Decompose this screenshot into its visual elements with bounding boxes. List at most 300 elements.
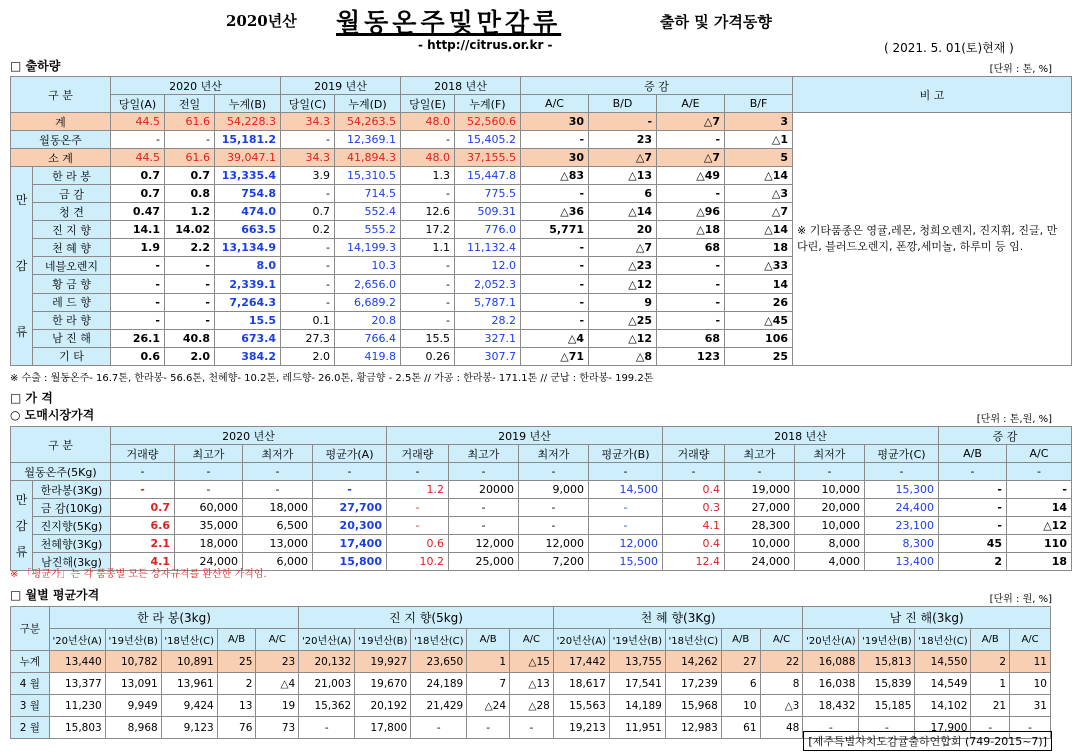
table-cell: - [165, 275, 215, 293]
table-cell: 14,102 [915, 695, 971, 717]
row-label: 금 감(10Kg) [33, 499, 111, 517]
category-char: 만 [15, 492, 28, 507]
table-cell: 8,968 [105, 717, 161, 739]
table-cell: - [589, 113, 657, 131]
table-cell: △96 [657, 203, 725, 221]
header-2018: 2018 년산 [401, 77, 521, 95]
table-cell: 18,000 [243, 499, 313, 517]
row-label: 누계 [11, 651, 50, 673]
column-header: 평균가(B) [589, 445, 663, 463]
table-cell: - [111, 275, 165, 293]
table-cell: - [401, 275, 455, 293]
table-cell: 48.0 [401, 149, 455, 167]
column-header: 당일(A) [111, 95, 165, 113]
table-cell: 9 [589, 293, 657, 311]
table-cell: 714.5 [335, 185, 401, 203]
table-row [11, 481, 1072, 499]
table-cell: 19,213 [553, 717, 609, 739]
table-cell: 673.4 [215, 329, 281, 347]
table-cell: 4,000 [795, 553, 865, 571]
table-cell: - [111, 257, 165, 275]
section-shipment-title: □ 출하량 [10, 59, 61, 73]
table-cell: 1 [467, 651, 510, 673]
table-cell: 1.3 [401, 167, 455, 185]
table-cell: - [387, 463, 449, 481]
table-cell: 13,091 [105, 673, 161, 695]
table-cell: 8,000 [795, 535, 865, 553]
table-cell: 19,670 [355, 673, 411, 695]
table-cell: △33 [725, 257, 793, 275]
column-header: 최고가 [449, 445, 519, 463]
column-header: 최저가 [243, 445, 313, 463]
table-cell: 15,500 [589, 553, 663, 571]
category-char: 류 [15, 325, 28, 339]
table-cell: 13,400 [865, 553, 939, 571]
table-cell: - [281, 257, 335, 275]
table-cell: 0.7 [111, 167, 165, 185]
table-cell: 31 [1010, 695, 1051, 717]
table-cell: 14,549 [915, 673, 971, 695]
table-cell: - [939, 517, 1007, 535]
table-cell: - [1007, 463, 1072, 481]
table-cell: - [401, 131, 455, 149]
table-cell: 40.8 [165, 329, 215, 347]
table-cell: 10.2 [387, 553, 449, 571]
table-cell: △7 [589, 239, 657, 257]
table-cell: 0.7 [281, 203, 335, 221]
table-cell: - [281, 293, 335, 311]
table-cell: 4.1 [111, 553, 175, 571]
row-label: 레 드 향 [33, 293, 111, 311]
table-cell: 15,300 [865, 481, 939, 499]
table-cell: - [795, 463, 865, 481]
table-cell: - [175, 463, 243, 481]
table-cell: 754.8 [215, 185, 281, 203]
table-cell: 2,052.3 [455, 275, 521, 293]
row-label: 진 지 향 [33, 221, 111, 239]
table-cell: - [519, 517, 589, 535]
table-cell: 61.6 [165, 149, 215, 167]
column-header: 평균가(A) [313, 445, 387, 463]
table-cell: 48 [760, 717, 803, 739]
table-cell: 17.2 [401, 221, 455, 239]
table-cell: 34.3 [281, 149, 335, 167]
table-cell: 39,047.1 [215, 149, 281, 167]
header-memo: 비 고 [793, 77, 1072, 113]
table-cell: 60,000 [175, 499, 243, 517]
table-cell: 9,424 [161, 695, 217, 717]
table-cell: △25 [589, 311, 657, 329]
table-cell: 0.1 [281, 311, 335, 329]
table-cell: - [467, 717, 510, 739]
report-date: ( 2021. 5. 01(토)현재 ) [884, 41, 1014, 55]
table-cell: △13 [589, 167, 657, 185]
column-header: A/B [467, 629, 510, 651]
table-cell: 15,803 [49, 717, 105, 739]
table-cell: - [449, 517, 519, 535]
column-header: '18년산(C) [161, 629, 217, 651]
table-row [11, 673, 1051, 695]
table-cell: 7,264.3 [215, 293, 281, 311]
column-header: 전일 [165, 95, 215, 113]
table-cell: 54,228.3 [215, 113, 281, 131]
column-header: 누계(D) [335, 95, 401, 113]
table-cell: 41,894.3 [335, 149, 401, 167]
table-cell: - [165, 257, 215, 275]
table-cell: - [589, 499, 663, 517]
table-cell: △3 [725, 185, 793, 203]
table-cell: 23 [589, 131, 657, 149]
table-cell: 27,000 [725, 499, 795, 517]
column-header: '20년산(A) [803, 629, 859, 651]
row-label: 청 견 [33, 203, 111, 221]
table-cell: 11,132.4 [455, 239, 521, 257]
table-cell: - [411, 717, 467, 739]
column-header: B/F [725, 95, 793, 113]
table-cell: 14,199.3 [335, 239, 401, 257]
table-cell: △3 [760, 695, 803, 717]
memo-cell [793, 113, 1072, 366]
price-header-2018: 2018 년산 [663, 427, 939, 445]
table-cell: 775.5 [455, 185, 521, 203]
row-label: 소 계 [11, 149, 111, 167]
table-cell: 27 [721, 651, 760, 673]
table-cell: △7 [725, 203, 793, 221]
table-cell: 13,134.9 [215, 239, 281, 257]
column-header: '20년산(A) [553, 629, 609, 651]
table-cell: - [175, 481, 243, 499]
column-header: A/C [256, 629, 299, 651]
column-header: '18년산(C) [411, 629, 467, 651]
table-cell: 20,192 [355, 695, 411, 717]
table-cell: - [657, 185, 725, 203]
table-cell: 16,038 [803, 673, 859, 695]
table-cell: - [657, 311, 725, 329]
table-cell: 13,000 [243, 535, 313, 553]
table-cell: 14.1 [111, 221, 165, 239]
table-cell: - [521, 185, 589, 203]
table-cell: 1.9 [111, 239, 165, 257]
table-cell: 20.8 [335, 311, 401, 329]
table-cell: 13,755 [609, 651, 665, 673]
column-header: '20년산(A) [49, 629, 105, 651]
category-char: 감 [15, 518, 28, 533]
wholesale-price-table [10, 426, 1072, 571]
table-cell: 13 [217, 695, 256, 717]
shipment-table [10, 76, 1072, 366]
table-cell: 20,000 [795, 499, 865, 517]
table-cell: 15,185 [859, 695, 915, 717]
table-cell: 1.2 [165, 203, 215, 221]
table-cell: - [449, 499, 519, 517]
price-header-2020: 2020 년산 [111, 427, 387, 445]
row-label: 3 월 [11, 695, 50, 717]
header-change: 증 감 [521, 77, 793, 95]
table-cell: △7 [657, 149, 725, 167]
price-header-change: 증 감 [939, 427, 1072, 445]
price-note: ※ 「평균가」는 각 품종별 모든 상자규격를 환산한 가격임. [10, 569, 267, 580]
table-cell: 1.1 [401, 239, 455, 257]
table-cell: 61 [721, 717, 760, 739]
table-row [11, 651, 1051, 673]
table-cell: 8 [760, 673, 803, 695]
column-header: 최고가 [175, 445, 243, 463]
section-price-unit: [단위 : 톤,원, %] [976, 414, 1052, 425]
table-cell: - [589, 463, 663, 481]
table-cell: - [401, 311, 455, 329]
table-cell: 20,132 [299, 651, 355, 673]
table-cell: △1 [725, 131, 793, 149]
table-cell: 10,782 [105, 651, 161, 673]
table-cell: 6,000 [243, 553, 313, 571]
table-cell: 12,983 [665, 717, 721, 739]
table-cell: 1.2 [387, 481, 449, 499]
table-cell: 0.8 [165, 185, 215, 203]
column-header: '20년산(A) [299, 629, 355, 651]
header-gubun: 구 분 [11, 77, 111, 113]
table-cell: - [165, 293, 215, 311]
table-cell: 17,239 [665, 673, 721, 695]
column-header: 최저가 [795, 445, 865, 463]
shipment-note: ※ 수출 : 월동온주- 16.7톤, 한라봉- 56.6톤, 천혜향- 10.2톤, 레드향- 26.0톤, 황금향 - 2.5톤 // 가공 : 한라봉- 171.1톤 // 군납 : 한라봉- 199.2톤 [10, 373, 654, 384]
table-cell: - [725, 463, 795, 481]
column-header: 당일(C) [281, 95, 335, 113]
table-cell: 106 [725, 329, 793, 347]
table-cell: 76 [217, 717, 256, 739]
row-label: 기 타 [33, 347, 111, 365]
section-price-title: □ 가 격 [10, 391, 53, 405]
table-cell: 2.0 [281, 347, 335, 365]
column-header: A/E [657, 95, 725, 113]
table-cell: 18,617 [553, 673, 609, 695]
table-cell: 0.6 [111, 347, 165, 365]
column-header: 누계(F) [455, 95, 521, 113]
table-cell: 12.4 [663, 553, 725, 571]
page-title: 월동온주및만감류 [336, 8, 562, 37]
table-cell: 663.5 [215, 221, 281, 239]
table-cell: 14 [1007, 499, 1072, 517]
column-header: 거래량 [387, 445, 449, 463]
table-cell: △36 [521, 203, 589, 221]
table-cell: 0.2 [281, 221, 335, 239]
table-cell: 30 [521, 149, 589, 167]
table-cell: - [521, 257, 589, 275]
table-cell: 14,262 [665, 651, 721, 673]
column-header: '19년산(B) [355, 629, 411, 651]
table-cell: 2.2 [165, 239, 215, 257]
column-header: '19년산(B) [609, 629, 665, 651]
table-cell: 15,362 [299, 695, 355, 717]
table-cell: 13,377 [49, 673, 105, 695]
row-label: 2 월 [11, 717, 50, 739]
table-cell: △14 [725, 221, 793, 239]
table-cell: 9,123 [161, 717, 217, 739]
table-cell: - [1007, 481, 1072, 499]
table-cell: 10.3 [335, 257, 401, 275]
table-row [11, 463, 1072, 481]
table-cell: 8.0 [215, 257, 281, 275]
row-label: 한 라 향 [33, 311, 111, 329]
table-row [11, 695, 1051, 717]
section-monthly-unit: [단위 : 원, %] [989, 594, 1052, 605]
row-label: 4 월 [11, 673, 50, 695]
table-cell: 0.7 [111, 499, 175, 517]
table-cell: 10,891 [161, 651, 217, 673]
table-cell: 13,335.4 [215, 167, 281, 185]
page-header [0, 0, 1062, 58]
table-row [11, 535, 1072, 553]
table-cell: 4.1 [663, 517, 725, 535]
table-cell: 419.8 [335, 347, 401, 365]
table-cell: 54,263.5 [335, 113, 401, 131]
table-cell: 15,181.2 [215, 131, 281, 149]
table-cell: 5 [725, 149, 793, 167]
header-2020: 2020 년산 [111, 77, 281, 95]
column-header: '18년산(C) [915, 629, 971, 651]
table-cell: 12,000 [589, 535, 663, 553]
table-cell: 17,400 [313, 535, 387, 553]
table-cell: 0.6 [387, 535, 449, 553]
table-cell: 20,300 [313, 517, 387, 535]
table-cell: 18 [725, 239, 793, 257]
table-cell: 68 [657, 239, 725, 257]
table-cell: 9,949 [105, 695, 161, 717]
table-cell: - [521, 275, 589, 293]
table-cell: 73 [256, 717, 299, 739]
row-label: 한라봉(3Kg) [33, 481, 111, 499]
category-char: 류 [15, 544, 28, 559]
table-cell: 24,000 [725, 553, 795, 571]
site-url[interactable]: - http://citrus.or.kr - [418, 38, 553, 52]
table-cell: - [313, 463, 387, 481]
table-cell: △12 [589, 275, 657, 293]
table-cell: - [111, 311, 165, 329]
table-cell: 17,800 [355, 717, 411, 739]
category-char: 만 [15, 193, 28, 207]
table-cell: △15 [510, 651, 554, 673]
table-cell: 27,700 [313, 499, 387, 517]
table-cell: - [939, 463, 1007, 481]
table-cell: 14,500 [589, 481, 663, 499]
table-cell: - [521, 131, 589, 149]
table-cell: △8 [589, 347, 657, 365]
table-cell: 44.5 [111, 113, 165, 131]
table-cell: 24,189 [411, 673, 467, 695]
table-cell: 48.0 [401, 113, 455, 131]
table-cell: - [111, 463, 175, 481]
table-cell: 24,400 [865, 499, 939, 517]
table-cell: 6.6 [111, 517, 175, 535]
table-cell: - [521, 293, 589, 311]
table-cell: - [510, 717, 554, 739]
table-cell: - [299, 717, 355, 739]
column-header: '19년산(B) [105, 629, 161, 651]
table-cell: 15.5 [401, 329, 455, 347]
table-cell: 10,000 [795, 517, 865, 535]
table-cell: 10 [1010, 673, 1051, 695]
table-cell: - [111, 293, 165, 311]
footer-org: [제주특별자치도감귤출하연합회 (749-2015~7)] [803, 731, 1052, 751]
table-cell: △4 [521, 329, 589, 347]
table-cell: 22 [760, 651, 803, 673]
table-cell: 6,500 [243, 517, 313, 535]
group-header: 천 혜 향(3Kg) [553, 607, 803, 629]
table-cell: - [449, 463, 519, 481]
category-label-mangamryu [11, 481, 33, 571]
table-cell: 6,689.2 [335, 293, 401, 311]
table-cell: - [521, 239, 589, 257]
column-header: 최고가 [725, 445, 795, 463]
table-cell: 44.5 [111, 149, 165, 167]
table-cell: 110 [1007, 535, 1072, 553]
price-header-gubun: 구 분 [11, 427, 111, 463]
table-cell: - [519, 463, 589, 481]
table-cell: 0.7 [165, 167, 215, 185]
table-cell: 14.02 [165, 221, 215, 239]
column-header: A/C [1010, 629, 1051, 651]
table-cell: - [663, 463, 725, 481]
table-cell: △14 [725, 167, 793, 185]
table-cell: △71 [521, 347, 589, 365]
table-cell: 6 [721, 673, 760, 695]
table-cell: - [859, 717, 915, 739]
table-cell: - [243, 463, 313, 481]
table-cell: 2.1 [111, 535, 175, 553]
section-shipment-unit: [단위 : 톤, %] [989, 64, 1052, 75]
column-header: A/C [510, 629, 554, 651]
table-cell: 0.7 [111, 185, 165, 203]
table-cell: △7 [589, 149, 657, 167]
table-cell: 11 [1010, 651, 1051, 673]
table-cell: - [281, 275, 335, 293]
table-cell: 27.3 [281, 329, 335, 347]
table-cell: △49 [657, 167, 725, 185]
table-cell: 0.4 [663, 481, 725, 499]
table-cell: 0.3 [663, 499, 725, 517]
table-cell: 14,189 [609, 695, 665, 717]
table-cell: - [401, 293, 455, 311]
row-label: 한 라 봉 [33, 167, 111, 185]
table-cell: 384.2 [215, 347, 281, 365]
table-cell: 5,771 [521, 221, 589, 239]
column-header: 누계(B) [215, 95, 281, 113]
table-cell: - [1010, 717, 1051, 739]
table-cell: - [939, 481, 1007, 499]
table-cell: 17,442 [553, 651, 609, 673]
table-cell: 766.4 [335, 329, 401, 347]
table-cell: - [165, 311, 215, 329]
row-label: 황 금 향 [33, 275, 111, 293]
table-cell: △24 [467, 695, 510, 717]
table-cell: 17,541 [609, 673, 665, 695]
table-cell: 1 [971, 673, 1010, 695]
table-cell: 555.2 [335, 221, 401, 239]
table-cell: - [387, 499, 449, 517]
table-cell: 15,563 [553, 695, 609, 717]
table-cell: 23,100 [865, 517, 939, 535]
table-cell: 11,230 [49, 695, 105, 717]
table-cell: - [281, 131, 335, 149]
table-cell: - [243, 481, 313, 499]
column-header: 거래량 [111, 445, 175, 463]
table-cell: △4 [256, 673, 299, 695]
table-cell: 18 [1007, 553, 1072, 571]
table-cell: 327.1 [455, 329, 521, 347]
column-header: A/B [721, 629, 760, 651]
table-cell: 15,839 [859, 673, 915, 695]
table-cell: 0.47 [111, 203, 165, 221]
row-label: 네블오렌지 [33, 257, 111, 275]
